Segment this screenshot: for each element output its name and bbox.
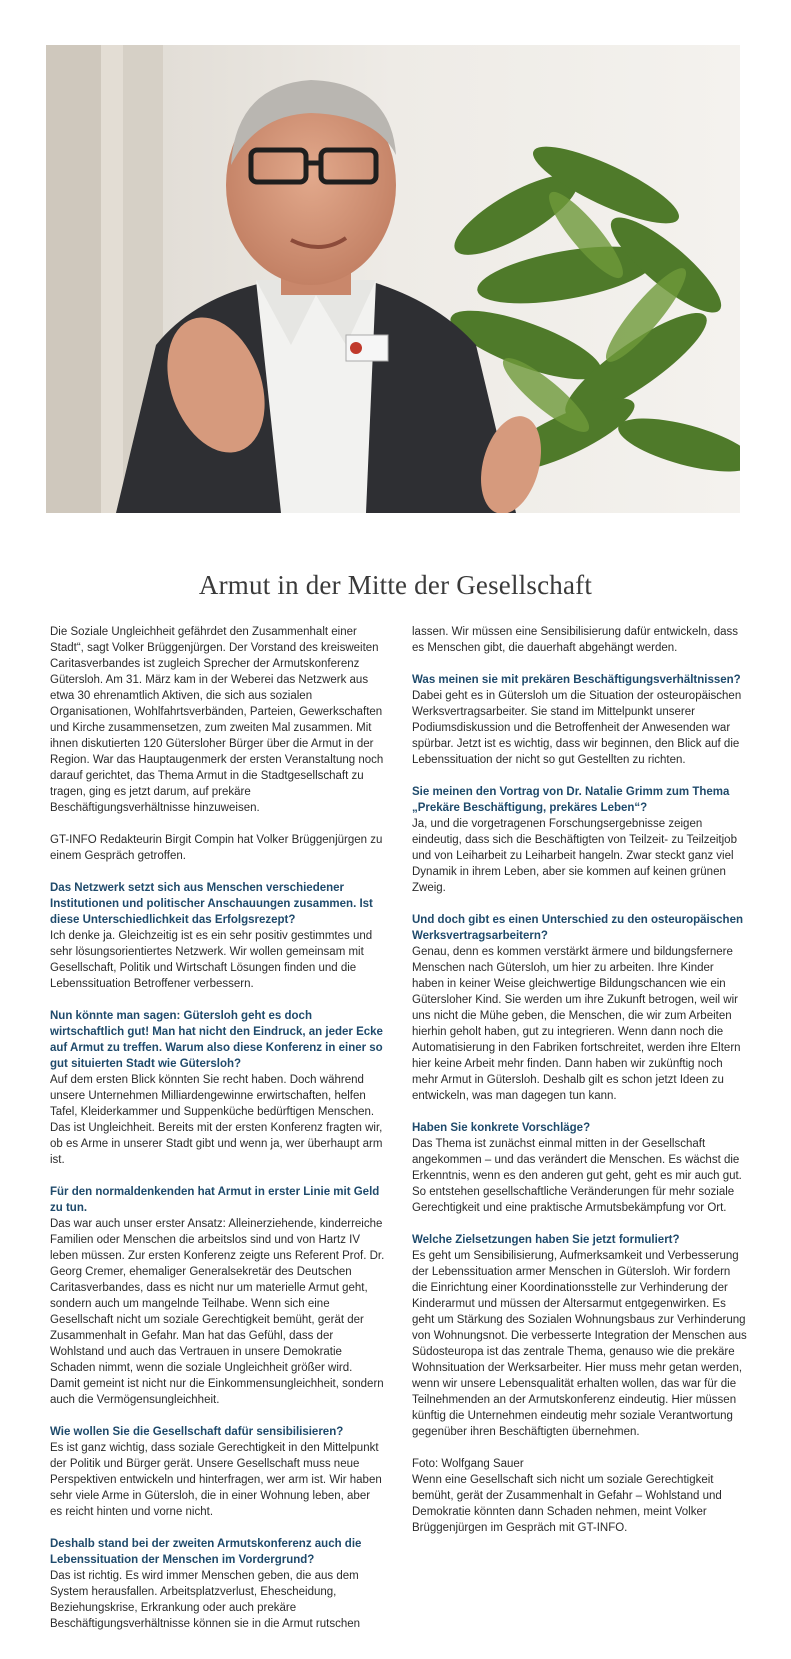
photo-credit: Foto: Wolfgang Sauer [412,1458,524,1470]
body-paragraph: Das Thema ist zunächst einmal mitten in der Gesellschaft angekommen – und das verändert die Menschen. Es wächst die Erkenntnis, wenn es den anderen gut geht, geht es mir auch gut. So entstehen gesellschaftliche Veränderungen für mehr soziale Gerechtigkeit und eine praktische Armutsbekämpfung vor Ort. [412,1138,742,1214]
body-paragraph: Das war auch unser erster Ansatz: Alleinerziehende, kinderreiche Familien oder Menschen die arbeitslos sind und von Hartz IV leben müssen. Zur ersten Konferenz zeigte uns Referent Prof. Dr. Georg Cremer, ehemaliger Generalsekretär des Deutschen Caritasverbandes, dass es nicht nur um materielle Armut geht, sondern auch um mangelnde Teilhabe. Wenn sich eine Gesellschaft nicht um soziale Gerechtigkeit bemüht, gerät der Zusammenhalt in Gefahr. Man hat das Gefühl, dass der Wohlstand und auch das Vertrauen in unsere Demokratie Schaden nimmt, wenn die soziale Ungleichheit größer wird. Damit gemeint ist nicht nur die Einkommensungleichheit, sondern auch die Vermögensungleichheit. [50,1218,385,1406]
interview-question: Haben Sie konkrete Vorschläge? [412,1122,591,1134]
interview-question: Was meinen sie mit prekären Beschäftigungsverhältnissen? [412,674,741,686]
article-column-right [412,624,747,1552]
body-paragraph: Genau, denn es kommen verstärkt ärmere und bildungsfernere Menschen nach Gütersloh, um hier zu arbeiten. Ihre Kinder haben in keiner Weise gleichwertige Bildungschancen wie ein Gütersloher Kind. Sie werden um ihre Zukunft betrogen, weil wir uns nicht die Mühe geben, die Menschen, die wir zum Arbeiten hierhin geholt haben, gut zu integrieren. Wenn dann noch die Automatisierung in den Fabriken fortschreitet, werden ihre Eltern hier keine Arbeit mehr finden. Dann haben wir zukünftig noch mehr Armut in Gütersloh. Deshalb gilt es schon jetzt Ideen zu entwickeln, was man dagegen tun kann. [412,946,741,1102]
interview-question: Wie wollen Sie die Gesellschaft dafür sensibilisieren? [50,1426,344,1438]
interview-question: Nun könnte man sagen: Gütersloh geht es doch wirtschaftlich gut! Man hat nicht den Eindruck, an jeder Ecke auf Armut zu treffen. Warum also diese Konferenz in einer so gut situierten Stadt wie Gütersloh? [50,1010,383,1070]
body-paragraph: Auf dem ersten Blick könnten Sie recht haben. Doch während unsere Unternehmen Milliardengewinne erwirtschaften, helfen Tafel, Kleiderkammer und Suppenküche bedürftigen Menschen. Das ist Ungleichheit. Bereits mit der ersten Konferenz fragten wir, ob es Arme in unserer Stadt gibt und wenn ja, wer überhaupt arm ist. [50,1074,383,1166]
body-paragraph: Die Soziale Ungleichheit gefährdet den Zusammenhalt einer Stadt“, sagt Volker Brüggenjürgen. Der Vorstand des kreisweiten Caritasverbandes ist zugleich Sprecher der Armutskonferenz Gütersloh. Am 31. März kam in der Weberei das Netzwerk aus etwa 30 ehrenamtlich Aktiven, die sich aus sozialen Organisationen, Wohlfahrtsverbänden, Parteien, Gewerkschaften und Kirche zusammensetzen, zum zweiten Mal zusammen. Mit ihnen diskutierten 120 Gütersloher Bürger über die Armut in der Region. War das Hauptaugenmerk der ersten Veranstaltung noch darauf gerichtet, das Thema Armut in die Stadtgesellschaft zu tragen, ging es jetzt darum, auf prekäre Beschäftigungsverhältnisse hinzuweisen. [50,626,384,814]
body-paragraph: Wenn eine Gesellschaft sich nicht um soziale Gerechtigkeit bemüht, gerät der Zusammenhalt in Gefahr – Wohlstand und Demokratie könnten dann Schaden nehmen, meint Volker Brüggenjürgen im Gespräch mit GT-INFO. [412,1474,722,1534]
interview-question: Deshalb stand bei der zweiten Armutskonferenz auch die Lebenssituation der Menschen im Vordergrund? [50,1538,362,1566]
body-paragraph: Es ist ganz wichtig, dass soziale Gerechtigkeit in den Mittelpunkt der Politik und Bürger gerät. Unsere Gesellschaft muss neue Perspektiven entwickeln und hinterfragen, wer arm ist. Wir haben sehr viele Arme in Gütersloh, die in einer Wohnung leben, aber es reicht hinten und vorne nicht. [50,1442,382,1518]
body-paragraph: Das ist richtig. Es wird immer Menschen geben, die aus dem System herausfallen. Arbeitsplatzverlust, Ehescheidung, Beziehungskrise, Erkrankung oder auch prekäre Beschäftigungsverhältnisse können sie in die Armut rutschen [50,1570,361,1630]
interview-question: Für den normaldenkenden hat Armut in erster Linie mit Geld zu tun. [50,1186,380,1214]
body-paragraph: Ja, und die vorgetragenen Forschungsergebnisse zeigen eindeutig, dass sich die Beschäftigten von Teilzeit- zu Teilzeitjob und von Leiharbeit zu Leiharbeit hangeln. Zwar steckt ganz viel Dynamik in ihrem Leben, aber sie kommen auf keinen grünen Zweig. [412,818,737,894]
body-paragraph: Es geht um Sensibilisierung, Aufmerksamkeit und Verbesserung der Lebenssituation armer Menschen in Gütersloh. Wir fordern die Einrichtung einer Koordinationsstelle zur Verhinderung der Kinderarmut und müssen der Altersarmut entgegenwirken. Es geht um Stärkung des Sozialen Wohnungsbaus zur Verhinderung von Wohnungsnot. Die verbesserte Integration der Menschen aus Südosteuropa ist das zentrale Thema, genauso wie die prekäre Wohnsituation der Werksarbeiter. Hier muss mehr getan werden, wenn wir unsere Lebensqualität erhalten wollen, das war für die Teilnehmenden an der Armutskonferenz eindeutig. Hier müssen künftig die Unternehmen eindeutig mehr soziale Verantwortung gegenüber ihren Beschäftigten übernehmen. [412,1250,747,1438]
article-column-left [50,624,385,1648]
body-paragraph: GT-INFO Redakteurin Birgit Compin hat Volker Brüggenjürgen zu einem Gespräch getroffen. [50,834,383,862]
article-photo [46,45,740,513]
interview-question: Und doch gibt es einen Unterschied zu den osteuropäischen Werksvertragsarbeitern? [412,914,743,942]
interview-question: Welche Zielsetzungen haben Sie jetzt formuliert? [412,1234,680,1246]
body-paragraph: Dabei geht es in Gütersloh um die Situation der osteuropäischen Werksvertragsarbeiter. Sie stand im Mittelpunkt unserer Podiumsdiskussion und die Betroffenheit der Anwesenden war spürbar. Jetzt ist es wichtig, dass wir beginnen, den Blick auf die Lebenssituation der nicht so gut Gestellten zu richten. [412,690,742,766]
interview-question: Sie meinen den Vortrag von Dr. Natalie Grimm zum Thema „Prekäre Beschäftigung, prekäres Leben“? [412,786,730,814]
article-title: Armut in der Mitte der Gesellschaft [198,570,593,600]
interview-question: Das Netzwerk setzt sich aus Menschen verschiedener Institutionen und politischer Anschauungen zusammen. Ist diese Unterschiedlichkeit das Erfolgsrezept? [50,882,373,926]
portrait-image [46,45,740,513]
body-paragraph: lassen. Wir müssen eine Sensibilisierung dafür entwickeln, dass es Menschen gibt, die dauerhaft abgehängt werden. [412,626,738,654]
body-paragraph: Ich denke ja. Gleichzeitig ist es ein sehr positiv gestimmtes und sehr lösungsorientiertes Netzwerk. Wir wollen gemeinsam mit Gesellschaft, Politik und Wirtschaft Lösungen finden und die Lebenssituation Betroffener verbessern. [50,930,373,990]
